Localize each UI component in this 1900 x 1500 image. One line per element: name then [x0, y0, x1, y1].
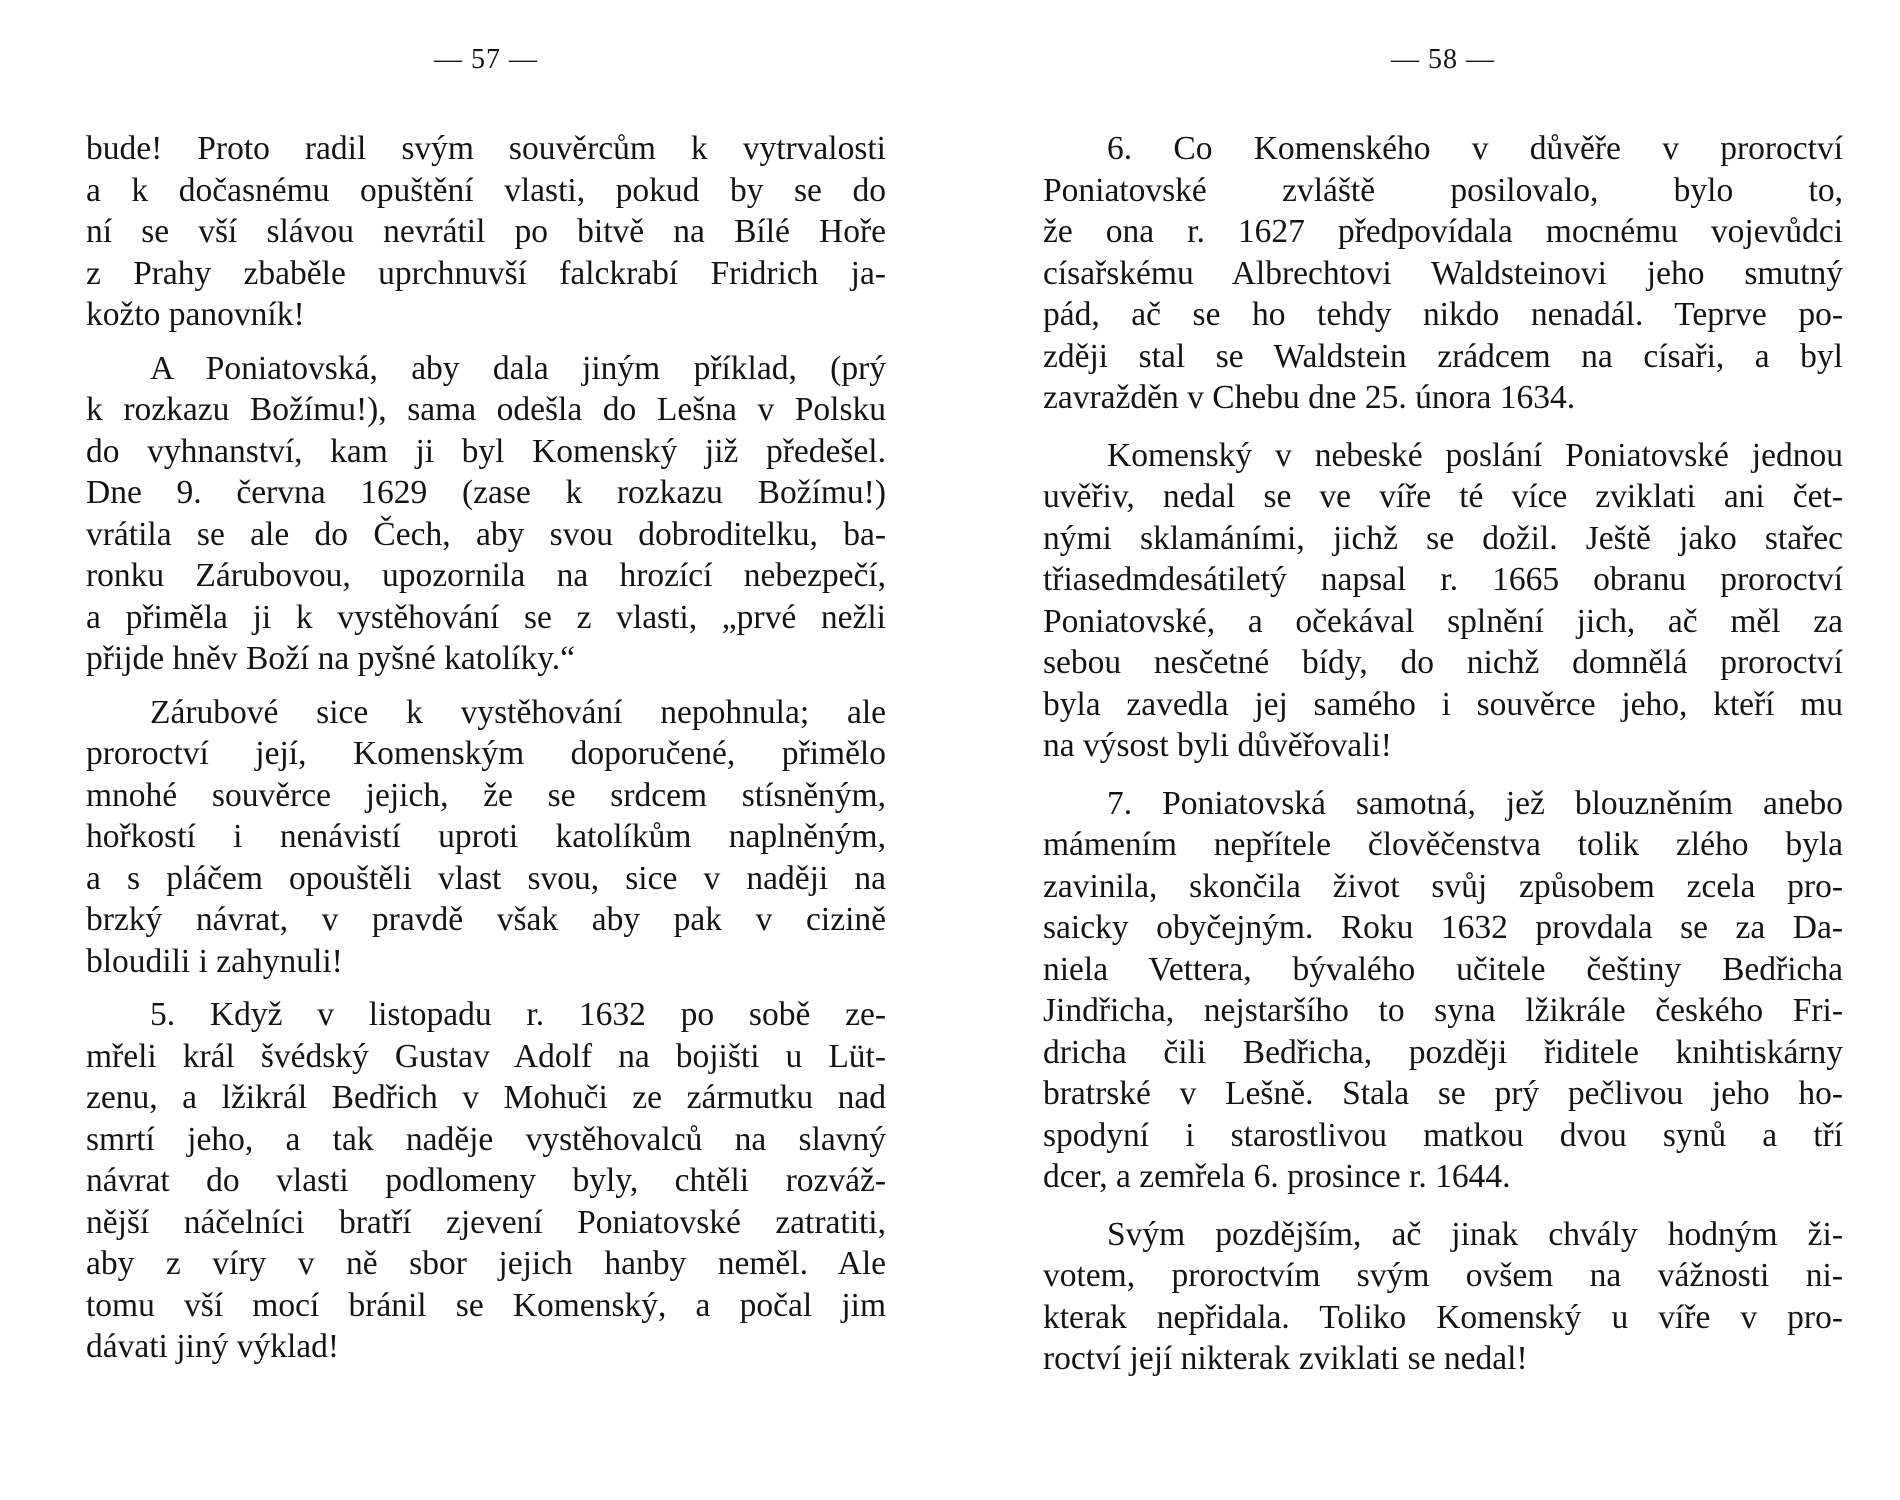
text-line: saicky obyčejným. Roku 1632 provdala se za Da- [1043, 909, 1843, 946]
text-line: ronku Zárubovou, upozornila na hrozící nebezpečí, [86, 557, 886, 594]
text-line: mnohé souvěrce jejich, že se srdcem stísněným, [86, 776, 886, 814]
text-line: kterak nepřidala. Toliko Komenský u víře v pro- [1043, 1298, 1843, 1336]
text-line: proroctví její, Komenským doporučené, přimělo [86, 735, 886, 772]
text-line: tomu vší mocí bránil se Komenský, a počal jim [86, 1286, 886, 1324]
text-line: mámením nepřítele člověčenstva tolik zlého byla [1043, 826, 1843, 863]
text-line: aby z víry v ně sbor jejich hanby neměl. Ale [86, 1245, 886, 1282]
text-line: uvěřiv, nedal se ve víře té více zviklati ani čet- [1043, 478, 1843, 515]
text-line: bude! Proto radil svým souvěrcům k vytrvalosti [86, 130, 886, 167]
text-line: a přiměla ji k vystěhování se z vlasti, „prvé nežli [86, 598, 886, 636]
text-line: 6. Co Komenského v důvěře v proroctví [1107, 130, 1843, 167]
paragraph [86, 348, 886, 680]
text-line: Komenský v nebeské poslání Poniatovské jednou [1107, 436, 1843, 474]
text-line: Svým pozdějším, ač jinak chvály hodným ži- [1107, 1215, 1843, 1253]
text-line: zenu, a lžikrál Bedřich v Mohuči ze zármutku nad [86, 1079, 886, 1116]
text-line: 7. Poniatovská samotná, jež blouzněním anebo [1107, 784, 1843, 822]
text-line: dávati jiný výklad! [86, 1328, 340, 1365]
paragraph [86, 994, 886, 1368]
text-line: na výsost byli důvěřovali! [1043, 727, 1392, 764]
text-line: roctví její nikterak zviklati se nedal! [1043, 1340, 1528, 1377]
paragraph [1043, 128, 1843, 419]
text-line: Dne 9. června 1629 (zase k rozkazu Božímu!) [86, 474, 886, 511]
text-line: mřeli král švédský Gustav Adolf na bojišti u Lüt- [86, 1037, 886, 1075]
text-line: bloudili i zahynuli! [86, 942, 343, 980]
text-line: zavinila, skončila život svůj způsobem zcela pro- [1043, 867, 1843, 905]
text-line: byla zavedla jej samého i souvěrce jeho, kteří mu [1043, 685, 1843, 723]
text-line: zavražděn v Chebu dne 25. února 1634. [1043, 379, 1576, 416]
paragraph [86, 128, 886, 336]
text-line: hořkostí i nenávistí uproti katolíkům naplněným, [86, 818, 886, 855]
right-text-block [1043, 128, 1843, 1380]
text-line: Poniatovské zvláště posilovalo, bylo to, [1043, 171, 1843, 209]
text-line: Jindřicha, nejstaršího to syna lžikrále českého Fri- [1043, 992, 1843, 1029]
text-line: Zárubové sice k vystěhování nepohnula; ale [150, 693, 886, 731]
page-number-58: — 58 — [1391, 44, 1495, 75]
text-line: Poniatovské, a očekával splnění jich, ač měl za [1043, 602, 1843, 640]
text-line: přijde hněv Boží na pyšné katolíky.“ [86, 640, 576, 677]
text-line: ní se vší slávou nevrátil po bitvě na Bílé Hoře [86, 213, 886, 250]
text-line: A Poniatovská, aby dala jiným příklad, (prý [150, 349, 886, 387]
paragraph [1043, 1214, 1843, 1380]
text-line: a s pláčem opouštěli vlast svou, sice v naději na [86, 859, 886, 897]
text-line: do vyhnanství, kam ji byl Komenský již předešel. [86, 432, 886, 470]
paragraph [1043, 783, 1843, 1198]
text-line: dcer, a zemřela 6. prosince r. 1644. [1043, 1158, 1511, 1195]
text-line: nými sklamáními, jichž se dožil. Ještě jako stařec [1043, 519, 1843, 557]
right-page [1043, 0, 1843, 1500]
left-text-block [86, 128, 886, 1368]
text-line: návrat do vlasti podlomeny byly, chtěli rozváž- [86, 1162, 886, 1199]
text-line: třiasedmdesátiletý napsal r. 1665 obranu proroctví [1043, 561, 1843, 598]
text-line: brzký návrat, v pravdě však aby pak v cizině [86, 901, 886, 938]
text-line: pád, ač se ho tehdy nikdo nenadál. Teprve po- [1043, 296, 1843, 333]
text-line: dricha čili Bedřicha, později řiditele knihtiskárny [1043, 1033, 1843, 1071]
text-line: a k dočasnému opuštění vlasti, pokud by se do [86, 171, 886, 209]
text-line: zději stal se Waldstein zrádcem na císaři, a byl [1043, 337, 1843, 375]
text-line: císařskému Albrechtovi Waldsteinovi jeho smutný [1043, 254, 1843, 292]
text-line: k rozkazu Božímu!), sama odešla do Lešna v Polsku [86, 391, 886, 428]
left-page [86, 0, 886, 1500]
text-line: votem, proroctvím svým ovšem na vážnosti ni- [1043, 1257, 1843, 1294]
text-line: kožto panovník! [86, 296, 305, 333]
page-number-57: — 57 — [434, 44, 538, 75]
text-line: nější náčelníci bratří zjevení Poniatovské zatratiti, [86, 1203, 886, 1241]
text-line: 5. Když v listopadu r. 1632 po sobě ze- [150, 996, 886, 1033]
text-line: že ona r. 1627 předpovídala mocnému vojevůdci [1043, 213, 1843, 250]
text-line: niela Vettera, bývalého učitele češtiny Bedřicha [1043, 950, 1843, 988]
paragraph [86, 692, 886, 983]
text-line: z Prahy zbaběle uprchnuvší falckrabí Fridrich ja- [86, 254, 886, 292]
paragraph [1043, 435, 1843, 767]
text-line: spodyní i starostlivou matkou dvou synů a tří [1043, 1116, 1843, 1154]
text-line: smrtí jeho, a tak naděje vystěhovalců na slavný [86, 1120, 886, 1158]
text-line: vrátila se ale do Čech, aby svou dobroditelku, ba- [86, 515, 886, 553]
text-line: bratrské v Lešně. Stala se prý pečlivou jeho ho- [1043, 1075, 1843, 1112]
text-line: sebou nesčetné bídy, do nichž domnělá proroctví [1043, 644, 1843, 681]
